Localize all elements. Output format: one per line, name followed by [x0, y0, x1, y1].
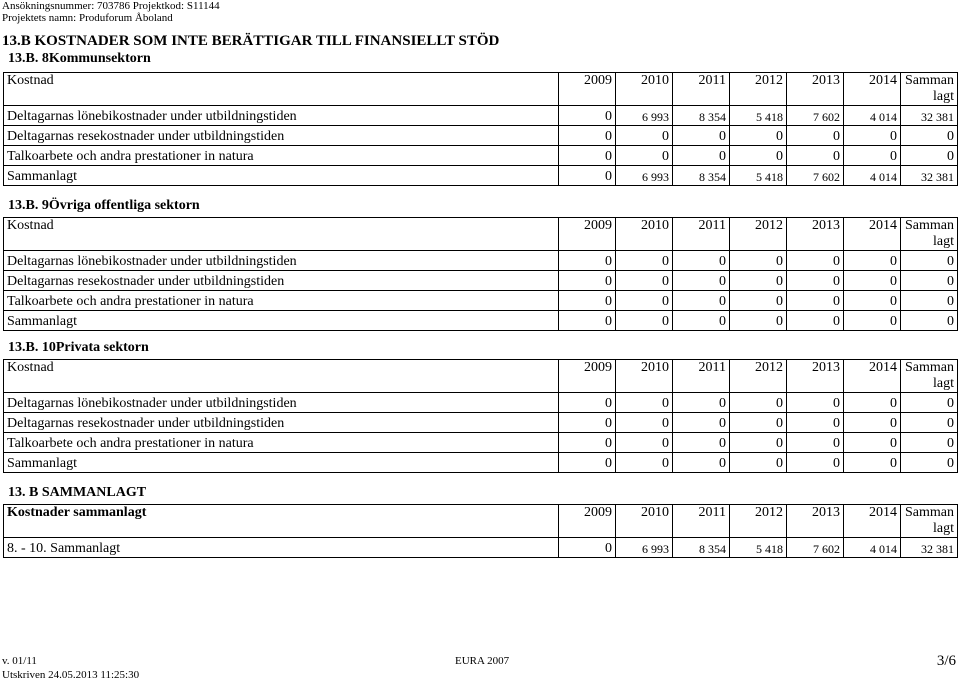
cell-value: 0 — [787, 126, 844, 146]
sum-header-part: lagt — [933, 234, 954, 249]
cell-value: 0 — [787, 393, 844, 413]
cell-value: 6 993 — [616, 106, 673, 126]
cell-value: 0 — [616, 413, 673, 433]
cell-value: 0 — [616, 311, 673, 331]
column-header-label: Kostnader sammanlagt — [4, 505, 559, 538]
year-header: 2011 — [673, 505, 730, 538]
cell-value: 0 — [844, 413, 901, 433]
cell-value: 0 — [616, 251, 673, 271]
column-header-label: Kostnad — [4, 73, 559, 106]
table-header-row — [4, 360, 958, 393]
year-header: 2013 — [787, 360, 844, 393]
row-label: Sammanlagt — [4, 453, 559, 473]
cell-value: 0 — [901, 453, 958, 473]
cell-value: 0 — [616, 126, 673, 146]
footer-version: v. 01/11 — [2, 655, 37, 667]
table-row — [4, 433, 958, 453]
sum-header-part: Samman — [905, 73, 954, 88]
cell-value: 0 — [559, 311, 616, 331]
row-label: Deltagarnas resekostnader under utbildningstiden — [4, 271, 559, 291]
cell-value: 0 — [787, 271, 844, 291]
year-header: 2013 — [787, 218, 844, 251]
cell-value: 0 — [730, 413, 787, 433]
table-row — [4, 146, 958, 166]
footer-printed: Utskriven 24.05.2013 11:25:30 — [2, 669, 140, 681]
table-row — [4, 291, 958, 311]
cell-value: 32 381 — [901, 538, 958, 558]
row-label: Talkoarbete och andra prestationer in natura — [4, 433, 559, 453]
year-header: 2013 — [787, 505, 844, 538]
cell-value: 0 — [901, 271, 958, 291]
cell-value: 7 602 — [787, 166, 844, 186]
year-header: 2009 — [559, 360, 616, 393]
table-row — [4, 311, 958, 331]
cell-value: 0 — [616, 433, 673, 453]
section-title: 13.B. 8Kommunsektorn — [8, 51, 151, 66]
year-header: 2009 — [559, 73, 616, 106]
year-header: 2011 — [673, 73, 730, 106]
sum-header-part: lagt — [933, 376, 954, 391]
cell-value: 0 — [616, 453, 673, 473]
year-header: 2010 — [616, 360, 673, 393]
year-header: 2010 — [616, 73, 673, 106]
row-label: 8. - 10. Sammanlagt — [4, 538, 559, 558]
cell-value: 0 — [559, 433, 616, 453]
project-name: Projektets namn: Produforum Åboland — [2, 12, 173, 24]
year-header: 2012 — [730, 73, 787, 106]
cell-value: 0 — [559, 126, 616, 146]
sum-header — [901, 360, 958, 393]
year-header: 2012 — [730, 505, 787, 538]
cell-value: 0 — [901, 251, 958, 271]
cell-value: 5 418 — [730, 166, 787, 186]
cell-value: 0 — [844, 146, 901, 166]
table-row — [4, 271, 958, 291]
cell-value: 0 — [559, 271, 616, 291]
cell-value: 0 — [730, 291, 787, 311]
cell-value: 8 354 — [673, 538, 730, 558]
cell-value: 0 — [787, 433, 844, 453]
cell-value: 0 — [730, 146, 787, 166]
cell-value: 0 — [673, 146, 730, 166]
cell-value: 0 — [787, 311, 844, 331]
cell-value: 32 381 — [901, 166, 958, 186]
year-header: 2012 — [730, 218, 787, 251]
cell-value: 0 — [844, 393, 901, 413]
cell-value: 4 014 — [844, 538, 901, 558]
cell-value: 0 — [673, 413, 730, 433]
cell-value: 0 — [901, 291, 958, 311]
row-label: Deltagarnas resekostnader under utbildningstiden — [4, 126, 559, 146]
sum-header — [901, 218, 958, 251]
cell-value: 0 — [730, 393, 787, 413]
cell-value: 0 — [673, 251, 730, 271]
cell-value: 0 — [901, 146, 958, 166]
year-header: 2012 — [730, 360, 787, 393]
year-header: 2011 — [673, 360, 730, 393]
sum-header — [901, 73, 958, 106]
year-header: 2010 — [616, 218, 673, 251]
cell-value: 0 — [559, 106, 616, 126]
cell-value: 0 — [559, 413, 616, 433]
cell-value: 0 — [559, 393, 616, 413]
cell-value: 0 — [559, 251, 616, 271]
cell-value: 0 — [616, 146, 673, 166]
table-header-row — [4, 218, 958, 251]
year-header: 2011 — [673, 218, 730, 251]
cell-value: 0 — [673, 393, 730, 413]
cell-value: 6 993 — [616, 538, 673, 558]
cell-value: 0 — [787, 291, 844, 311]
cell-value: 0 — [616, 271, 673, 291]
sum-header-part: Samman — [905, 218, 954, 233]
cell-value: 0 — [901, 433, 958, 453]
cell-value: 0 — [559, 166, 616, 186]
table-row — [4, 126, 958, 146]
row-label: Talkoarbete och andra prestationer in natura — [4, 146, 559, 166]
sum-header-part: Samman — [905, 360, 954, 375]
cell-value: 0 — [559, 146, 616, 166]
cell-value: 0 — [673, 271, 730, 291]
cell-value: 0 — [730, 271, 787, 291]
cell-value: 0 — [673, 126, 730, 146]
cell-value: 0 — [616, 393, 673, 413]
table-row — [4, 413, 958, 433]
row-label: Deltagarnas lönebikostnader under utbildningstiden — [4, 393, 559, 413]
table-row — [4, 393, 958, 413]
cell-value: 0 — [844, 291, 901, 311]
table-row — [4, 166, 958, 186]
year-header: 2014 — [844, 73, 901, 106]
cell-value: 0 — [901, 126, 958, 146]
cell-value: 0 — [730, 453, 787, 473]
year-header: 2009 — [559, 505, 616, 538]
cell-value: 0 — [730, 433, 787, 453]
cell-value: 0 — [559, 538, 616, 558]
row-label: Deltagarnas lönebikostnader under utbildningstiden — [4, 106, 559, 126]
year-header: 2010 — [616, 505, 673, 538]
page-title: 13.B KOSTNADER SOM INTE BERÄTTIGAR TILL FINANSIELLT STÖD — [2, 33, 500, 49]
column-header-label: Kostnad — [4, 218, 559, 251]
cell-value: 0 — [844, 271, 901, 291]
year-header: 2014 — [844, 505, 901, 538]
cell-value: 0 — [901, 393, 958, 413]
row-label: Deltagarnas lönebikostnader under utbildningstiden — [4, 251, 559, 271]
cell-value: 5 418 — [730, 106, 787, 126]
cell-value: 8 354 — [673, 106, 730, 126]
section-title: 13.B. 10Privata sektorn — [8, 340, 149, 355]
cost-table — [3, 72, 958, 186]
cell-value: 0 — [844, 433, 901, 453]
cost-table — [3, 217, 958, 331]
year-header: 2009 — [559, 218, 616, 251]
cell-value: 0 — [730, 251, 787, 271]
cost-table — [3, 504, 958, 558]
cell-value: 0 — [787, 413, 844, 433]
cell-value: 0 — [559, 453, 616, 473]
cell-value: 6 993 — [616, 166, 673, 186]
cell-value: 0 — [787, 146, 844, 166]
cell-value: 5 418 — [730, 538, 787, 558]
cell-value: 0 — [673, 453, 730, 473]
cell-value: 0 — [787, 453, 844, 473]
cell-value: 7 602 — [787, 106, 844, 126]
row-label: Sammanlagt — [4, 311, 559, 331]
table-row — [4, 251, 958, 271]
cell-value: 32 381 — [901, 106, 958, 126]
footer-system: EURA 2007 — [455, 655, 510, 667]
cell-value: 8 354 — [673, 166, 730, 186]
page-number: 3/6 — [936, 653, 956, 669]
cell-value: 0 — [673, 311, 730, 331]
cell-value: 0 — [730, 311, 787, 331]
cell-value: 4 014 — [844, 106, 901, 126]
row-label: Sammanlagt — [4, 166, 559, 186]
table-header-row — [4, 73, 958, 106]
year-header: 2013 — [787, 73, 844, 106]
cell-value: 7 602 — [787, 538, 844, 558]
cell-value: 0 — [844, 126, 901, 146]
sum-header — [901, 505, 958, 538]
sum-header-part: lagt — [933, 521, 954, 536]
year-header: 2014 — [844, 218, 901, 251]
cell-value: 0 — [844, 453, 901, 473]
cell-value: 0 — [844, 311, 901, 331]
year-header: 2014 — [844, 360, 901, 393]
cell-value: 4 014 — [844, 166, 901, 186]
table-row — [4, 106, 958, 126]
column-header-label: Kostnad — [4, 360, 559, 393]
cell-value: 0 — [787, 251, 844, 271]
cell-value: 0 — [559, 291, 616, 311]
table-header-row — [4, 505, 958, 538]
section-title: 13.B. 9Övriga offentliga sektorn — [8, 198, 200, 213]
cell-value: 0 — [673, 291, 730, 311]
cell-value: 0 — [844, 251, 901, 271]
sum-header-part: lagt — [933, 89, 954, 104]
section-title: 13. B SAMMANLAGT — [8, 485, 147, 500]
cell-value: 0 — [616, 291, 673, 311]
table-row — [4, 453, 958, 473]
application-number: Ansökningsnummer: 703786 Projektkod: S11144 — [2, 0, 220, 12]
cell-value: 0 — [901, 311, 958, 331]
cell-value: 0 — [730, 126, 787, 146]
sum-header-part: Samman — [905, 505, 954, 520]
cost-table — [3, 359, 958, 473]
row-label: Deltagarnas resekostnader under utbildningstiden — [4, 413, 559, 433]
row-label: Talkoarbete och andra prestationer in natura — [4, 291, 559, 311]
cell-value: 0 — [901, 413, 958, 433]
table-row — [4, 538, 958, 558]
cell-value: 0 — [673, 433, 730, 453]
